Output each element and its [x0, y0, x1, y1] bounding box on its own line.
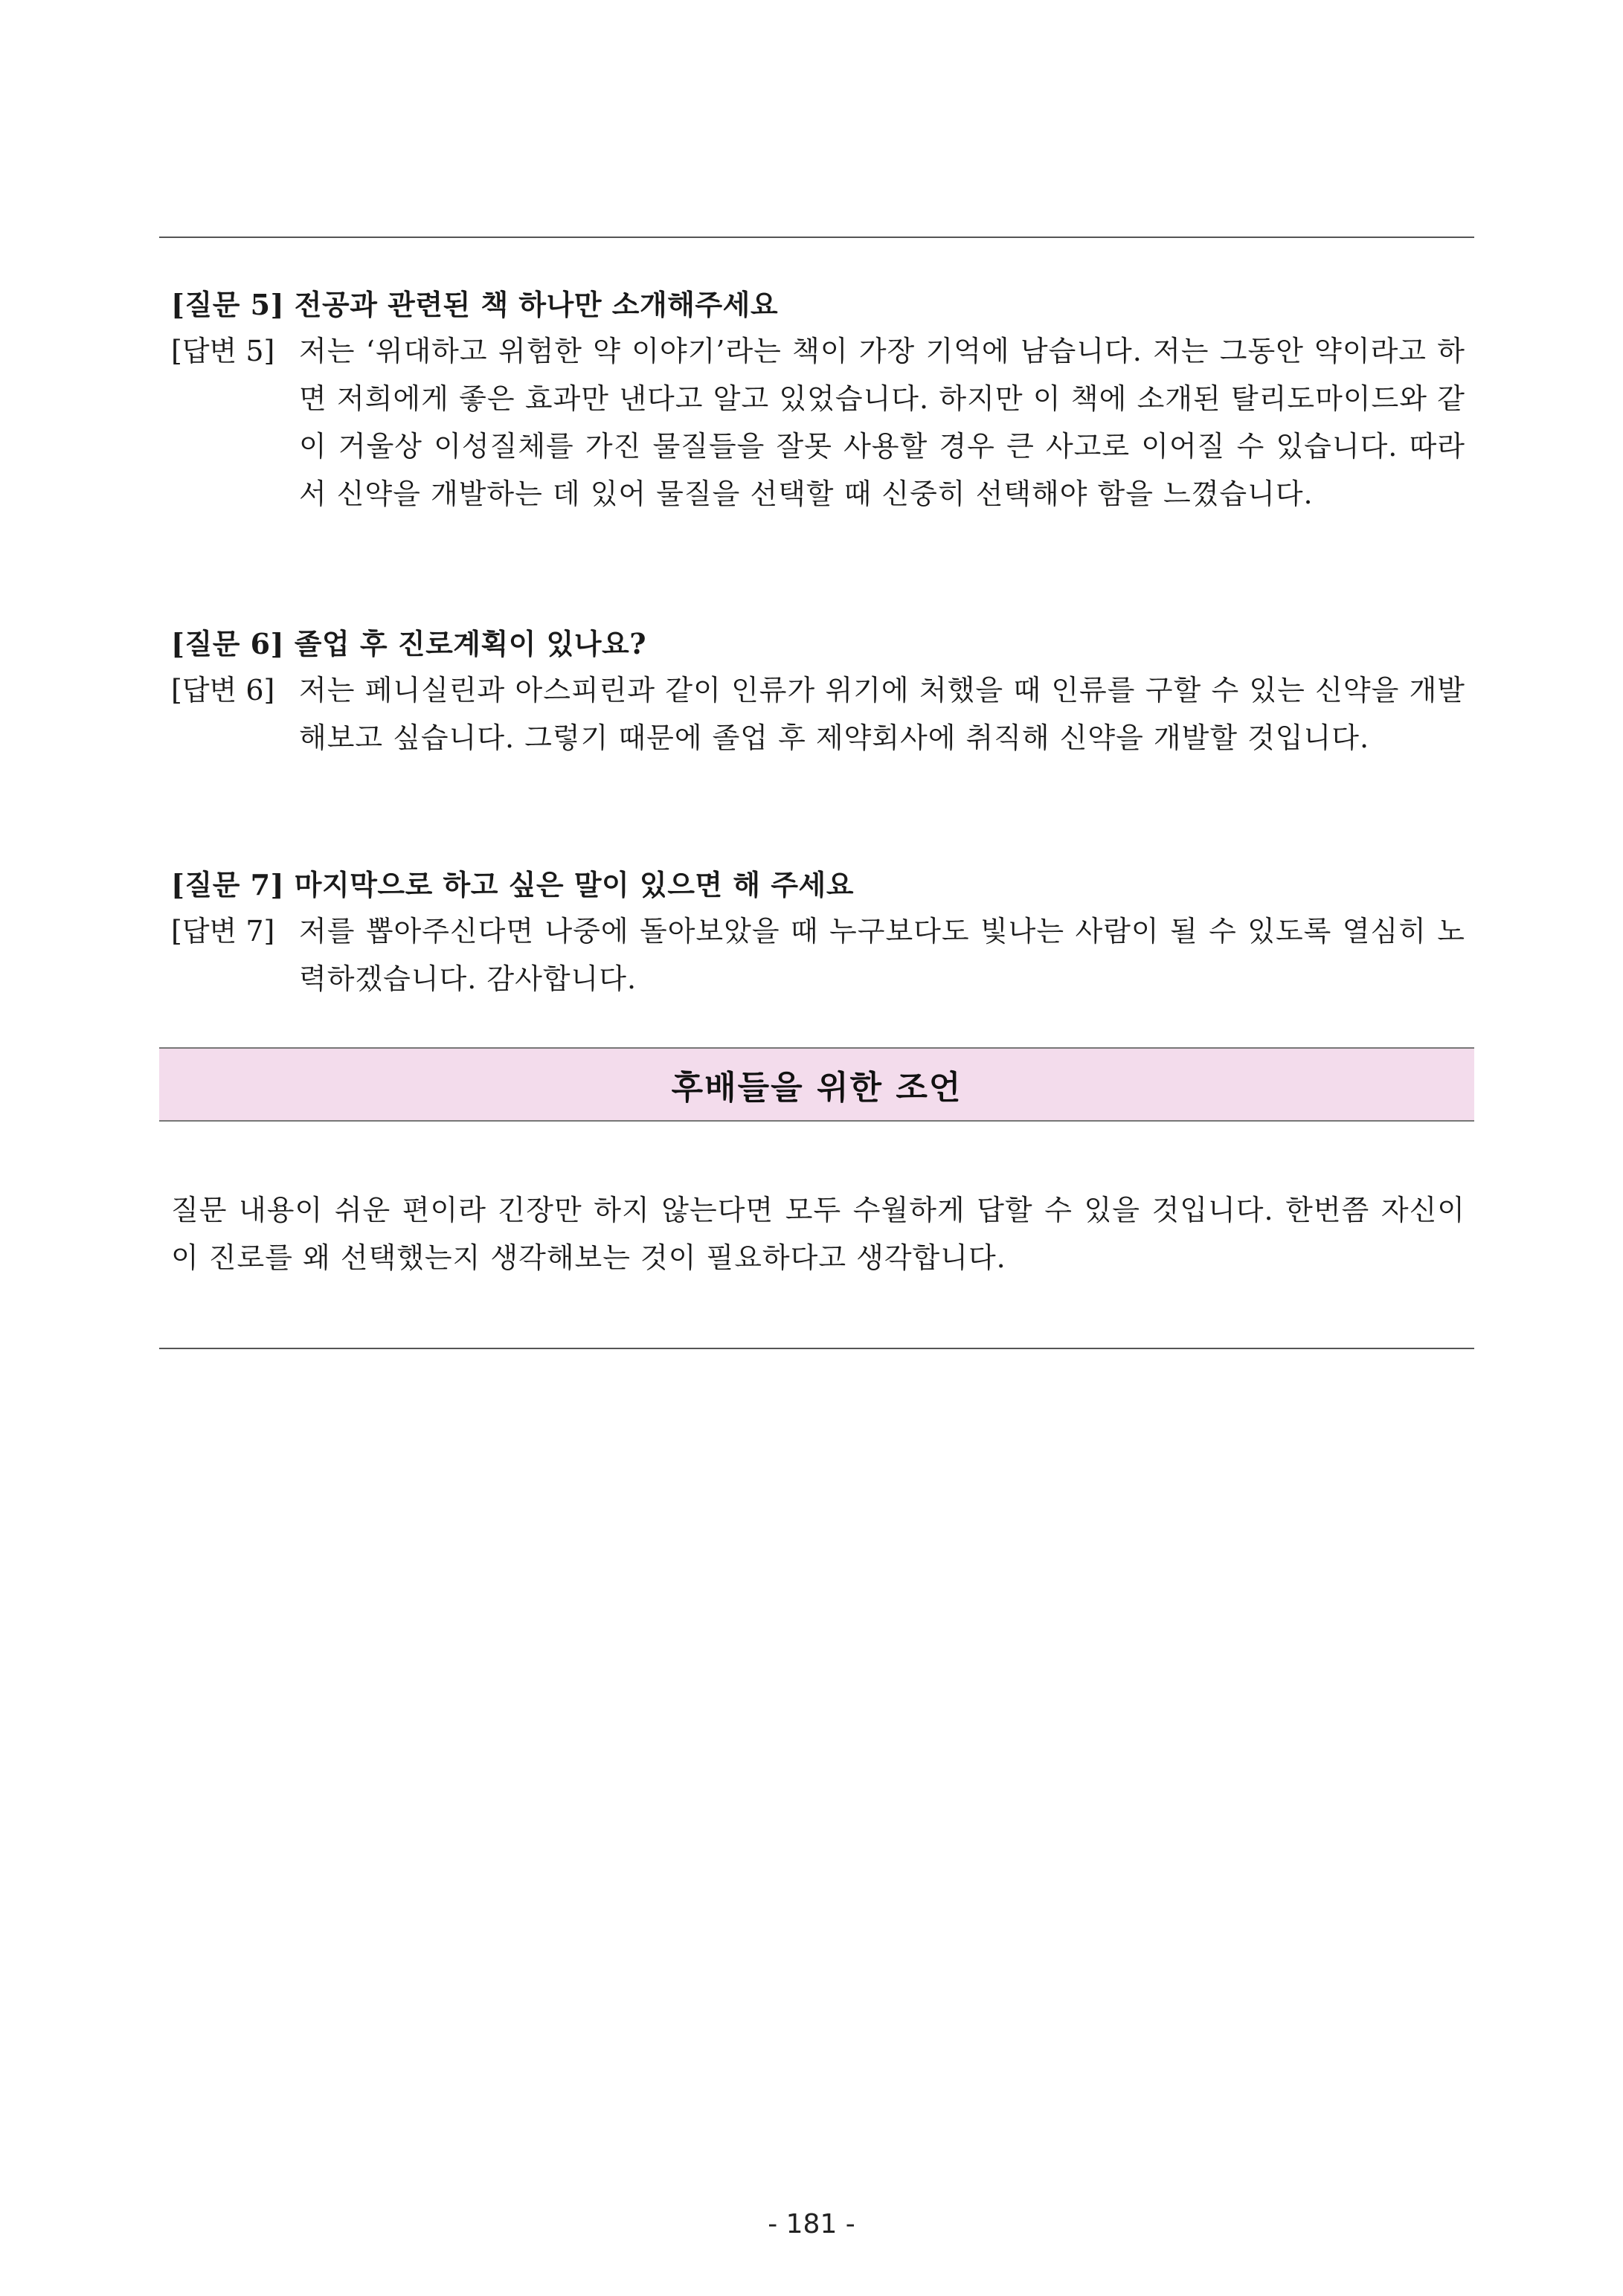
- question-7: [질문 7] 마지막으로 하고 싶은 말이 있으면 해 주세요: [171, 868, 854, 901]
- qa-block-5: [171, 283, 1465, 518]
- page-number: - 181 -: [768, 2209, 855, 2239]
- answer-7: [171, 907, 1465, 1003]
- answer-5: [171, 327, 1465, 518]
- answer-5-text: 저는 ‘위대하고 위험한 약 이야기’라는 책이 가장 기억에 남습니다. 저는 그동안 약이라고 하면 저희에게 좋은 효과만 낸다고 알고 있었습니다. 하지만 이 책에 소개된 탈리도마이드와 같이 거울상 이성질체를 가진 물질들을 잘못 사용할 경우 큰 사고로 이어질 수 있습니다. 따라서 신약을 개발하는 데 있어 물질을 선택할 때 신중히 선택해야 함을 느꼈습니다.: [299, 335, 1465, 510]
- bottom-divider: [159, 1348, 1474, 1349]
- answer-6-text: 저는 페니실린과 아스피린과 같이 인류가 위기에 처했을 때 인류를 구할 수 있는 신약을 개발해보고 싶습니다. 그렇기 때문에 졸업 후 제약회사에 취직해 신약을 개발할 것입니다.: [299, 674, 1465, 754]
- answer-7-tag: [답변 7]: [171, 915, 275, 948]
- section-header-band: [159, 1047, 1474, 1122]
- question-6: [질문 6] 졸업 후 진로계획이 있나요?: [171, 627, 647, 660]
- answer-7-text: 저를 뽑아주신다면 나중에 돌아보았을 때 누구보다도 빛나는 사람이 될 수 있도록 열심히 노력하겠습니다. 감사합니다.: [299, 915, 1465, 995]
- answer-6-tag: [답변 6]: [171, 674, 275, 707]
- qa-block-6: [171, 622, 1465, 762]
- answer-5-tag: [답변 5]: [171, 335, 275, 367]
- section-title: 후배들을 위한 조언: [671, 1069, 962, 1107]
- qa-block-7: [171, 863, 1465, 1003]
- top-divider: [159, 237, 1474, 238]
- question-5: [질문 5] 전공과 관련된 책 하나만 소개해주세요: [171, 288, 779, 321]
- answer-6: [171, 666, 1465, 762]
- advice-paragraph: 질문 내용이 쉬운 편이라 긴장만 하지 않는다면 모두 수월하게 답할 수 있을 것입니다. 한번쯤 자신이 이 진로를 왜 선택했는지 생각해보는 것이 필요하다고 생각합니다.: [171, 1194, 1465, 1274]
